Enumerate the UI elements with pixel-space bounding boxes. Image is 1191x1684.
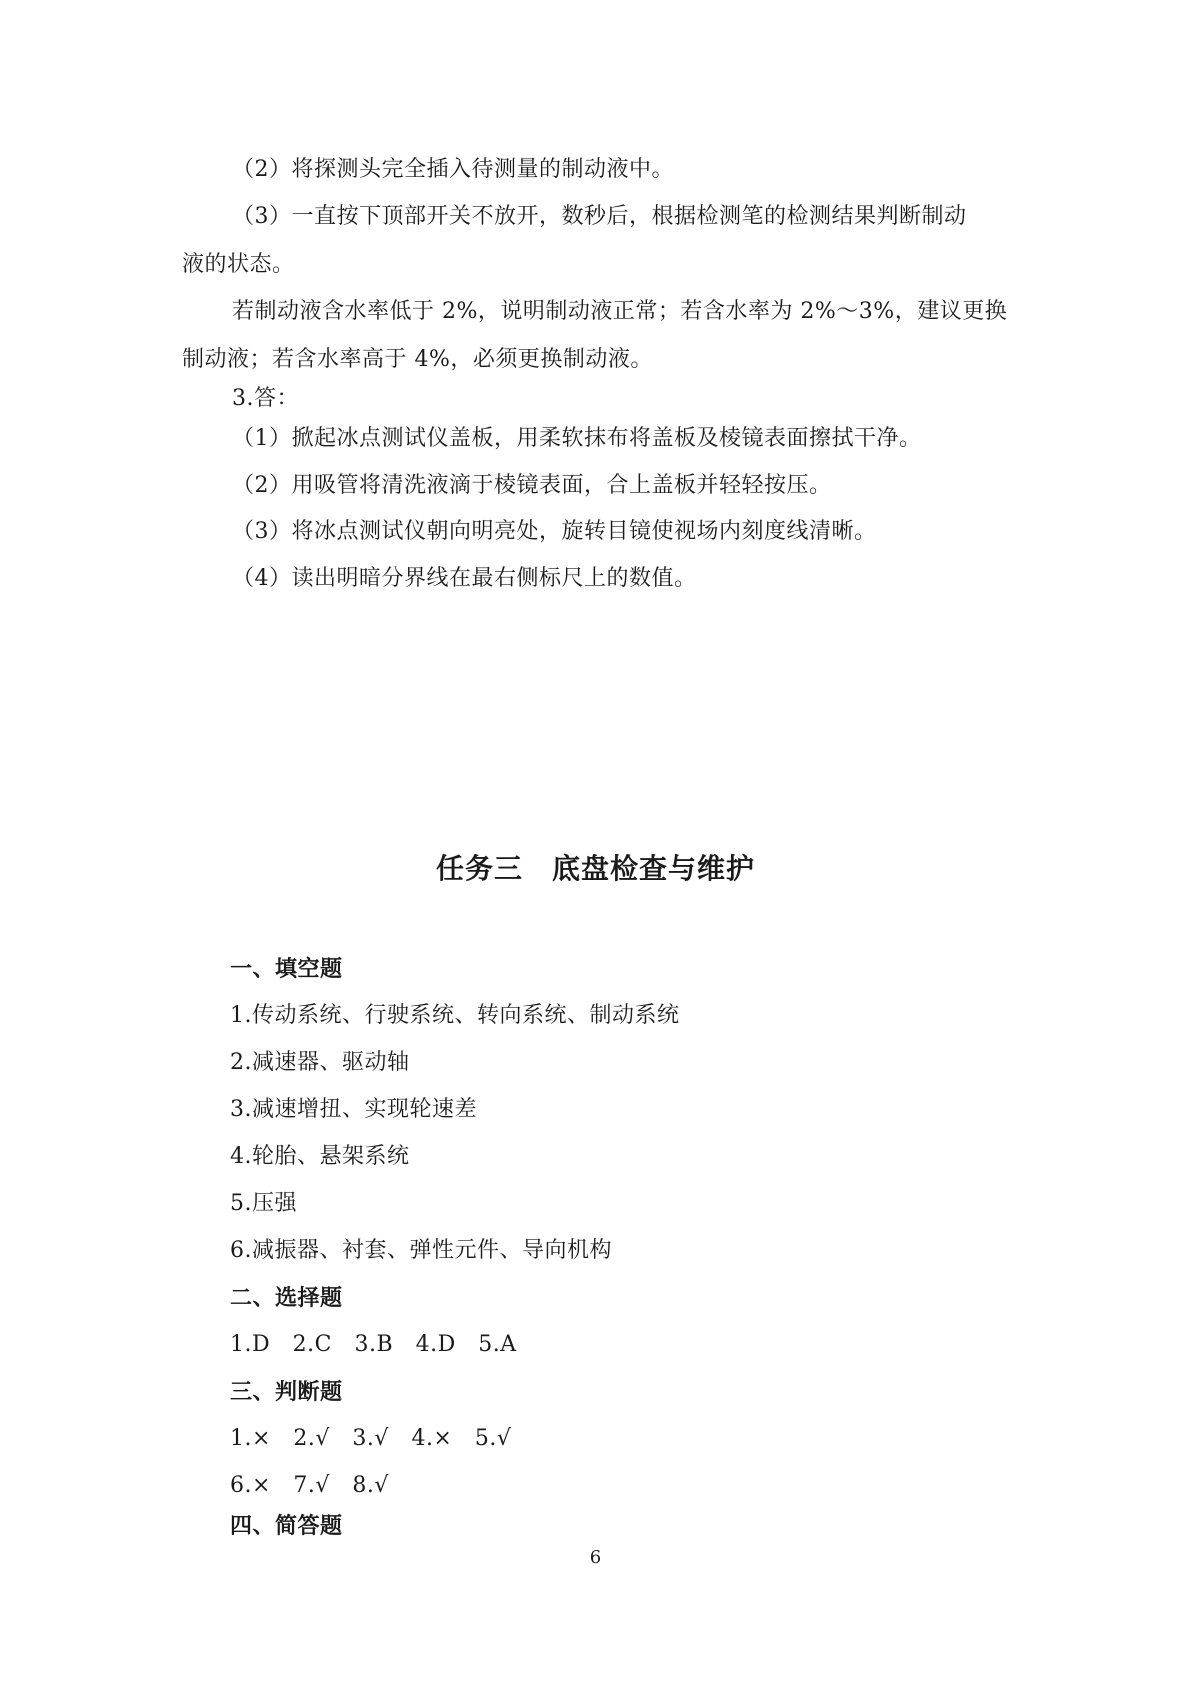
choice-answers: 1.D 2.C 3.B 4.D 5.A bbox=[230, 1332, 517, 1357]
list-item: 5.压强 bbox=[230, 1191, 297, 1216]
paragraph-line: （3）将冰点测试仪朝向明亮处，旋转目镜使视场内刻度线清晰。 bbox=[232, 519, 877, 544]
section-heading-fill-blank: 一、填空题 bbox=[230, 956, 343, 982]
section-heading-judge: 三、判断题 bbox=[230, 1379, 343, 1405]
task-title: 任务三 底盘检查与维护 bbox=[435, 852, 755, 885]
section-heading-short-answer: 四、简答题 bbox=[230, 1513, 343, 1539]
section-heading-choice: 二、选择题 bbox=[230, 1285, 343, 1311]
list-item: 2.减速器、驱动轴 bbox=[230, 1050, 410, 1075]
paragraph-line: （2）用吸管将清洗液滴于棱镜表面，合上盖板并轻轻按压。 bbox=[232, 473, 832, 498]
judge-answers-line: 6.× 7.√ 8.√ bbox=[230, 1473, 389, 1498]
paragraph-line: 液的状态。 bbox=[182, 252, 295, 277]
paragraph-line: 若制动液含水率低于 2%，说明制动液正常；若含水率为 2%～3%，建议更换 bbox=[232, 299, 1008, 324]
paragraph-line: 制动液；若含水率高于 4%，必须更换制动液。 bbox=[182, 347, 653, 372]
judge-answers-line: 1.× 2.√ 3.√ 4.× 5.√ bbox=[230, 1426, 512, 1451]
paragraph-line: （3）一直按下顶部开关不放开，数秒后，根据检测笔的检测结果判断制动 bbox=[232, 204, 967, 229]
paragraph-line: （2）将探测头完全插入待测量的制动液中。 bbox=[232, 157, 674, 182]
list-item: 6.减振器、衬套、弹性元件、导向机构 bbox=[230, 1238, 612, 1263]
list-item: 1.传动系统、行驶系统、转向系统、制动系统 bbox=[230, 1003, 680, 1028]
answer-number: 3.答： bbox=[232, 386, 299, 411]
list-item: 3.减速增扭、实现轮速差 bbox=[230, 1097, 477, 1122]
page-number: 6 bbox=[589, 1547, 602, 1568]
list-item: 4.轮胎、悬架系统 bbox=[230, 1144, 410, 1169]
paragraph-line: （1）掀起冰点测试仪盖板，用柔软抹布将盖板及棱镜表面擦拭干净。 bbox=[232, 426, 922, 451]
paragraph-line: （4）读出明暗分界线在最右侧标尺上的数值。 bbox=[232, 566, 697, 591]
